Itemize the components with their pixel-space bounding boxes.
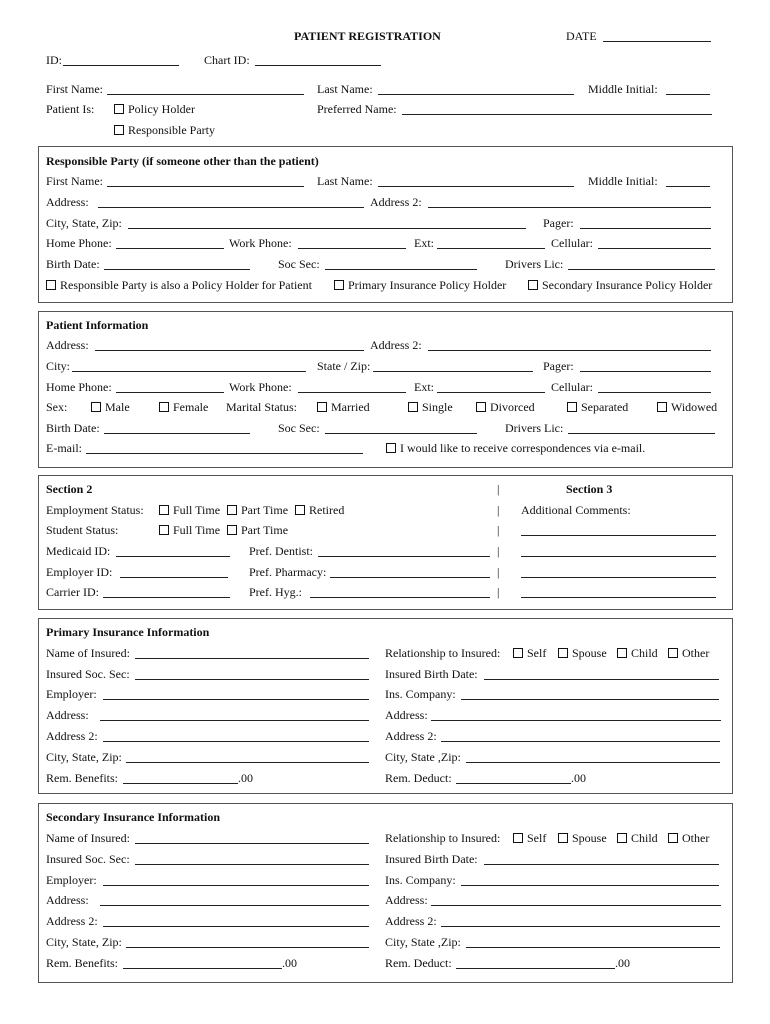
pt-email-consent-option[interactable] <box>386 441 645 455</box>
sec-spouse-label: Spouse <box>572 831 607 845</box>
date-field[interactable] <box>603 41 711 42</box>
checkbox-icon[interactable] <box>317 402 327 412</box>
carrier-id-label: Carrier ID: <box>46 585 99 599</box>
rp-address-field[interactable] <box>98 207 364 208</box>
pref-dentist-label: Pref. Dentist: <box>249 544 313 558</box>
pri-insured-birth-date-label: Insured Birth Date: <box>385 667 478 681</box>
stu-part-time-option[interactable] <box>227 523 288 537</box>
rp-secondary-holder-option[interactable] <box>528 278 712 292</box>
sec-city-state-zip-field[interactable] <box>126 947 369 948</box>
rp-last-name-label: Last Name: <box>317 174 373 188</box>
sec-rem-deduct-field[interactable] <box>456 968 615 969</box>
rp-soc-sec-label: Soc Sec: <box>278 257 320 271</box>
pt-pager-label: Pager: <box>543 359 574 373</box>
sec-rem-deduct-cents: .00 <box>615 956 630 970</box>
pri-address2-field[interactable] <box>103 741 369 742</box>
checkbox-icon[interactable] <box>567 402 577 412</box>
stu-full-time-label: Full Time <box>173 523 221 537</box>
responsible-party-option[interactable] <box>114 123 215 137</box>
emp-retired-label: Retired <box>309 503 345 517</box>
pri-other-label: Other <box>682 646 710 660</box>
sec-self-label: Self <box>527 831 547 845</box>
rp-home-phone-field[interactable] <box>116 248 224 249</box>
pt-single-option[interactable] <box>408 400 453 414</box>
checkbox-icon[interactable] <box>657 402 667 412</box>
checkbox-icon[interactable] <box>114 104 124 114</box>
pt-soc-sec-label: Soc Sec: <box>278 421 320 435</box>
column-divider: | <box>497 585 500 599</box>
checkbox-icon[interactable] <box>227 505 237 515</box>
pt-birth-date-field[interactable] <box>104 433 250 434</box>
sec-city-state-zip-right-label: City, State ,Zip: <box>385 935 461 949</box>
sec-employer-field[interactable] <box>103 885 369 886</box>
sec-name-of-insured-field[interactable] <box>135 843 369 844</box>
page-title: PATIENT REGISTRATION <box>294 29 441 43</box>
sec-ins-company-label: Ins. Company: <box>385 873 456 887</box>
sec-spouse-option[interactable] <box>558 831 607 845</box>
rp-address2-label: Address 2: <box>370 195 422 209</box>
sec-child-option[interactable] <box>617 831 658 845</box>
rp-birth-date-field[interactable] <box>104 269 250 270</box>
pt-address2-label: Address 2: <box>370 338 422 352</box>
policy-holder-option[interactable] <box>114 102 195 116</box>
rp-first-name-label: First Name: <box>46 174 103 188</box>
pt-cellular-label: Cellular: <box>551 380 593 394</box>
carrier-id-field[interactable] <box>103 597 230 598</box>
sec-other-label: Other <box>682 831 710 845</box>
preferred-name-field[interactable] <box>402 114 712 115</box>
rp-birth-date-label: Birth Date: <box>46 257 100 271</box>
pri-address2-right-field[interactable] <box>441 741 720 742</box>
pri-rem-benefits-cents: .00 <box>238 771 253 785</box>
primary-insurance-section <box>38 618 733 794</box>
pt-female-label: Female <box>173 400 209 414</box>
sec-address-field[interactable] <box>100 905 369 906</box>
section-3-heading: Section 3 <box>566 482 613 496</box>
pri-ins-company-label: Ins. Company: <box>385 687 456 701</box>
id-label: ID: <box>46 53 62 67</box>
pri-other-option[interactable] <box>668 646 709 660</box>
primary-insurance-heading: Primary Insurance Information <box>46 625 210 639</box>
pref-dentist-field[interactable] <box>318 556 490 557</box>
pref-hyg-label: Pref. Hyg.: <box>249 585 302 599</box>
pt-male-label: Male <box>105 400 130 414</box>
pt-cellular-field[interactable] <box>598 392 711 393</box>
rp-last-name-field[interactable] <box>378 186 574 187</box>
pri-insured-birth-date-field[interactable] <box>484 679 719 680</box>
pri-address-right-label: Address: <box>385 708 428 722</box>
responsible-party-label: Responsible Party <box>128 123 215 137</box>
rp-also-policy-holder-label: Responsible Party is also a Policy Holder for Patient <box>60 278 312 292</box>
sec-city-state-zip-label: City, State, Zip: <box>46 935 122 949</box>
pt-female-option[interactable] <box>159 400 208 414</box>
pri-rem-deduct-cents: .00 <box>571 771 586 785</box>
sec-rem-deduct-label: Rem. Deduct: <box>385 956 452 970</box>
last-name-label: Last Name: <box>317 82 373 96</box>
medicaid-id-label: Medicaid ID: <box>46 544 111 558</box>
comments-line-4[interactable] <box>521 597 716 598</box>
pt-home-phone-field[interactable] <box>116 392 224 393</box>
comments-line-1[interactable] <box>521 535 716 536</box>
pri-child-option[interactable] <box>617 646 658 660</box>
rp-drivers-lic-field[interactable] <box>568 269 715 270</box>
checkbox-icon[interactable] <box>558 648 568 658</box>
pt-pager-field[interactable] <box>580 371 711 372</box>
pt-divorced-label: Divorced <box>490 400 535 414</box>
sec-relationship-label: Relationship to Insured: <box>385 831 501 845</box>
sec-insured-soc-sec-label: Insured Soc. Sec: <box>46 852 130 866</box>
checkbox-icon[interactable] <box>159 505 169 515</box>
pt-married-option[interactable] <box>317 400 370 414</box>
pt-drivers-lic-label: Drivers Lic: <box>505 421 564 435</box>
date-label: DATE <box>566 29 597 43</box>
rp-ext-label: Ext: <box>414 236 434 250</box>
pri-rem-deduct-field[interactable] <box>456 783 571 784</box>
checkbox-icon[interactable] <box>386 443 396 453</box>
pri-employer-field[interactable] <box>103 699 369 700</box>
pt-state-zip-label: State / Zip: <box>317 359 371 373</box>
responsible-party-heading: Responsible Party (if someone other than the patient) <box>46 154 319 168</box>
pri-spouse-option[interactable] <box>558 646 607 660</box>
rp-first-name-field[interactable] <box>107 186 304 187</box>
checkbox-icon[interactable] <box>617 648 627 658</box>
pt-widowed-option[interactable] <box>657 400 717 414</box>
rp-drivers-lic-label: Drivers Lic: <box>505 257 564 271</box>
medicaid-id-field[interactable] <box>116 556 230 557</box>
pri-address-field[interactable] <box>100 720 369 721</box>
checkbox-icon[interactable] <box>617 833 627 843</box>
pt-address-field[interactable] <box>95 350 364 351</box>
pt-email-consent-label: I would like to receive correspondences via e-mail. <box>400 441 646 455</box>
pt-sex-label: Sex: <box>46 400 68 414</box>
sec-address-right-field[interactable] <box>431 905 721 906</box>
first-name-label: First Name: <box>46 82 103 96</box>
pri-employer-label: Employer: <box>46 687 97 701</box>
sec-address2-field[interactable] <box>103 926 369 927</box>
pt-city-field[interactable] <box>72 371 306 372</box>
sec-address2-right-label: Address 2: <box>385 914 437 928</box>
pri-address2-label: Address 2: <box>46 729 98 743</box>
pt-state-zip-field[interactable] <box>373 371 533 372</box>
rp-pager-label: Pager: <box>543 216 574 230</box>
pt-divorced-option[interactable] <box>476 400 535 414</box>
pt-widowed-label: Widowed <box>671 400 718 414</box>
sec-name-of-insured-label: Name of Insured: <box>46 831 130 845</box>
pt-address2-field[interactable] <box>428 350 711 351</box>
pt-email-label: E-mail: <box>46 441 82 455</box>
first-name-field[interactable] <box>107 94 304 95</box>
comments-line-2[interactable] <box>521 556 716 557</box>
column-divider: | <box>497 523 500 537</box>
pri-insured-soc-sec-label: Insured Soc. Sec: <box>46 667 130 681</box>
sec-address2-right-field[interactable] <box>441 926 720 927</box>
column-divider: | <box>497 482 500 496</box>
rp-work-phone-field[interactable] <box>298 248 406 249</box>
pt-drivers-lic-field[interactable] <box>568 433 715 434</box>
pt-separated-label: Separated <box>581 400 629 414</box>
pt-male-option[interactable] <box>91 400 130 414</box>
pri-city-state-zip-right-field[interactable] <box>466 762 720 763</box>
rp-pager-field[interactable] <box>580 228 711 229</box>
sec-insured-birth-date-label: Insured Birth Date: <box>385 852 478 866</box>
pt-ext-label: Ext: <box>414 380 434 394</box>
sec-employer-label: Employer: <box>46 873 97 887</box>
section-2-3-container <box>38 475 733 610</box>
sec-insured-soc-sec-field[interactable] <box>135 864 369 865</box>
rp-home-phone-label: Home Phone: <box>46 236 112 250</box>
emp-part-time-option[interactable] <box>227 503 288 517</box>
chart-id-field[interactable] <box>255 65 381 66</box>
pri-city-state-zip-field[interactable] <box>126 762 369 763</box>
rp-address-label: Address: <box>46 195 89 209</box>
emp-full-time-option[interactable] <box>159 503 220 517</box>
rp-also-policy-holder-option[interactable] <box>46 278 312 292</box>
pri-child-label: Child <box>631 646 658 660</box>
sec-self-option[interactable] <box>513 831 546 845</box>
preferred-name-label: Preferred Name: <box>317 102 397 116</box>
comments-line-3[interactable] <box>521 577 716 578</box>
column-divider: | <box>497 544 500 558</box>
policy-holder-label: Policy Holder <box>128 102 195 116</box>
pri-insured-soc-sec-field[interactable] <box>135 679 369 680</box>
pt-marital-status-label: Marital Status: <box>226 400 297 414</box>
checkbox-icon[interactable] <box>528 280 538 290</box>
checkbox-icon[interactable] <box>513 833 523 843</box>
pri-city-state-zip-label: City, State, Zip: <box>46 750 122 764</box>
pref-pharmacy-field[interactable] <box>330 577 490 578</box>
pri-self-option[interactable] <box>513 646 546 660</box>
pref-hyg-field[interactable] <box>310 597 490 598</box>
sec-ins-company-field[interactable] <box>461 885 719 886</box>
employer-id-field[interactable] <box>120 577 228 578</box>
rp-work-phone-label: Work Phone: <box>229 236 292 250</box>
pri-address-right-field[interactable] <box>431 720 721 721</box>
checkbox-icon[interactable] <box>227 525 237 535</box>
sec-other-option[interactable] <box>668 831 709 845</box>
sec-address-right-label: Address: <box>385 893 428 907</box>
pri-ins-company-field[interactable] <box>461 699 719 700</box>
checkbox-icon[interactable] <box>408 402 418 412</box>
rp-primary-holder-option[interactable] <box>334 278 506 292</box>
rp-cellular-field[interactable] <box>598 248 711 249</box>
sec-child-label: Child <box>631 831 658 845</box>
rp-address2-field[interactable] <box>428 207 711 208</box>
employment-status-label: Employment Status: <box>46 503 144 517</box>
rp-city-state-zip-field[interactable] <box>128 228 526 229</box>
section-2-heading: Section 2 <box>46 482 93 496</box>
rp-middle-initial-field[interactable] <box>666 186 710 187</box>
patient-is-label: Patient Is: <box>46 102 95 116</box>
checkbox-icon[interactable] <box>295 505 305 515</box>
sec-rem-benefits-cents: .00 <box>282 956 297 970</box>
pt-single-label: Single <box>422 400 453 414</box>
checkbox-icon[interactable] <box>668 648 678 658</box>
rp-secondary-holder-label: Secondary Insurance Policy Holder <box>542 278 713 292</box>
pri-rem-deduct-label: Rem. Deduct: <box>385 771 452 785</box>
pt-work-phone-field[interactable] <box>298 392 406 393</box>
stu-full-time-option[interactable] <box>159 523 220 537</box>
checkbox-icon[interactable] <box>159 402 169 412</box>
checkbox-icon[interactable] <box>91 402 101 412</box>
middle-initial-field[interactable] <box>666 94 710 95</box>
sec-insured-birth-date-field[interactable] <box>484 864 719 865</box>
checkbox-icon[interactable] <box>334 280 344 290</box>
additional-comments-label: Additional Comments: <box>521 503 631 517</box>
rp-cellular-label: Cellular: <box>551 236 593 250</box>
pri-spouse-label: Spouse <box>572 646 607 660</box>
pri-rem-benefits-field[interactable] <box>123 783 238 784</box>
pri-address2-right-label: Address 2: <box>385 729 437 743</box>
sec-address2-label: Address 2: <box>46 914 98 928</box>
last-name-field[interactable] <box>378 94 574 95</box>
pt-separated-option[interactable] <box>567 400 628 414</box>
pt-email-field[interactable] <box>86 453 363 454</box>
pt-home-phone-label: Home Phone: <box>46 380 112 394</box>
checkbox-icon[interactable] <box>114 125 124 135</box>
pt-soc-sec-field[interactable] <box>325 433 477 434</box>
sec-rem-benefits-label: Rem. Benefits: <box>46 956 118 970</box>
checkbox-icon[interactable] <box>159 525 169 535</box>
column-divider: | <box>497 565 500 579</box>
middle-initial-label: Middle Initial: <box>588 82 658 96</box>
sec-rem-benefits-field[interactable] <box>123 968 282 969</box>
pri-name-of-insured-field[interactable] <box>135 658 369 659</box>
pt-ext-field[interactable] <box>437 392 545 393</box>
stu-part-time-label: Part Time <box>241 523 289 537</box>
checkbox-icon[interactable] <box>558 833 568 843</box>
emp-retired-option[interactable] <box>295 503 344 517</box>
chart-id-label: Chart ID: <box>204 53 250 67</box>
rp-city-state-zip-label: City, State, Zip: <box>46 216 122 230</box>
pt-address-label: Address: <box>46 338 89 352</box>
rp-ext-field[interactable] <box>437 248 545 249</box>
secondary-insurance-heading: Secondary Insurance Information <box>46 810 221 824</box>
rp-primary-holder-label: Primary Insurance Policy Holder <box>348 278 507 292</box>
column-divider: | <box>497 503 500 517</box>
id-field[interactable] <box>63 65 179 66</box>
pt-married-label: Married <box>331 400 370 414</box>
pt-city-label: City: <box>46 359 71 373</box>
employer-id-label: Employer ID: <box>46 565 113 579</box>
student-status-label: Student Status: <box>46 523 119 537</box>
sec-address-label: Address: <box>46 893 89 907</box>
rp-soc-sec-field[interactable] <box>325 269 477 270</box>
pri-relationship-label: Relationship to Insured: <box>385 646 501 660</box>
checkbox-icon[interactable] <box>668 833 678 843</box>
pri-address-label: Address: <box>46 708 89 722</box>
sec-city-state-zip-right-field[interactable] <box>466 947 720 948</box>
emp-full-time-label: Full Time <box>173 503 221 517</box>
pri-self-label: Self <box>527 646 547 660</box>
rp-middle-initial-label: Middle Initial: <box>588 174 658 188</box>
pt-work-phone-label: Work Phone: <box>229 380 292 394</box>
pt-birth-date-label: Birth Date: <box>46 421 100 435</box>
pri-name-of-insured-label: Name of Insured: <box>46 646 130 660</box>
emp-part-time-label: Part Time <box>241 503 289 517</box>
checkbox-icon[interactable] <box>46 280 56 290</box>
pri-city-state-zip-right-label: City, State ,Zip: <box>385 750 461 764</box>
pri-rem-benefits-label: Rem. Benefits: <box>46 771 118 785</box>
patient-information-heading: Patient Information <box>46 318 149 332</box>
checkbox-icon[interactable] <box>476 402 486 412</box>
checkbox-icon[interactable] <box>513 648 523 658</box>
pref-pharmacy-label: Pref. Pharmacy: <box>249 565 327 579</box>
